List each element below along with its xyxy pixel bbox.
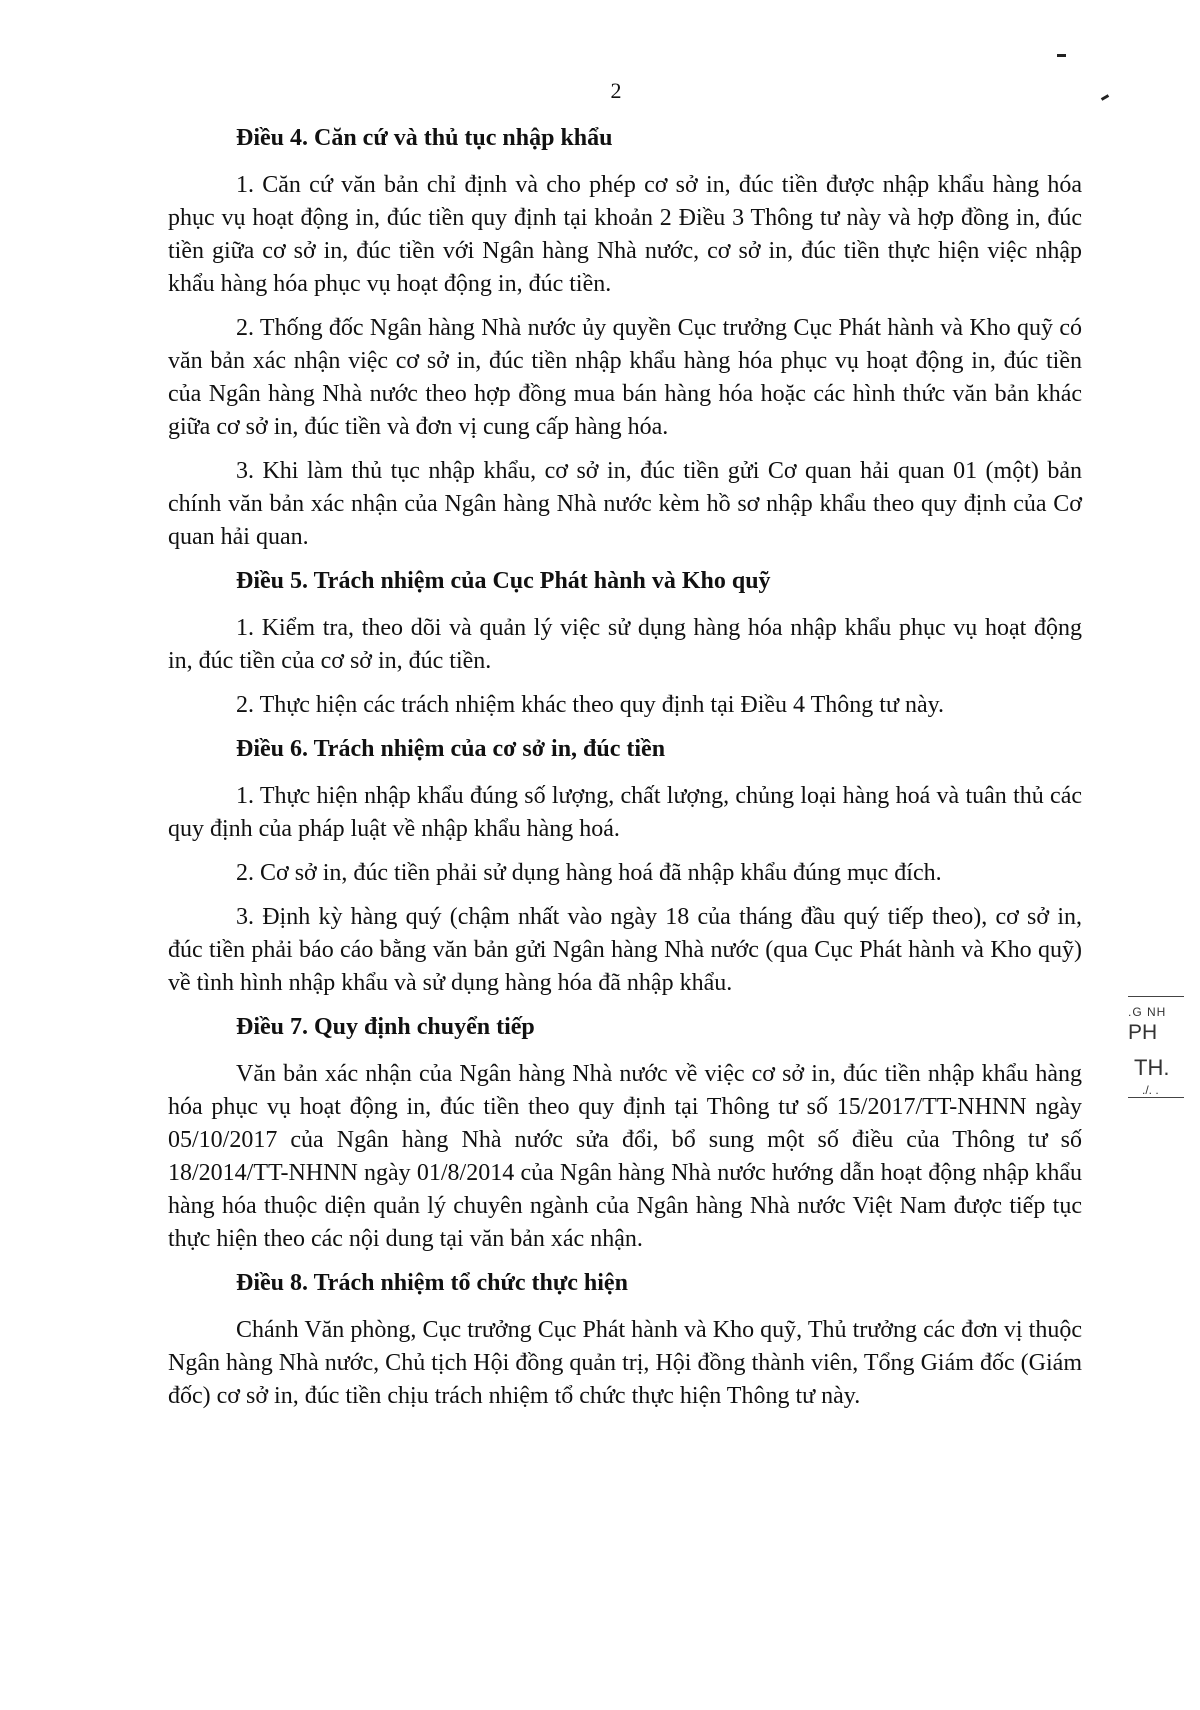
article-paragraph: 3. Định kỳ hàng quý (chậm nhất vào ngày 18 của tháng đầu quý tiếp theo), cơ sở in, đúc tiền phải báo cáo bằng văn bản gửi Ngân hàng Nhà nước (qua Cục Phát hành và Kho quỹ) về tình hình nhập khẩu và sử dụng hàng hóa đã nhập khẩu. [168,904,1082,996]
article-paragraph: 3. Khi làm thủ tục nhập khẩu, cơ sở in, đúc tiền gửi Cơ quan hải quan 01 (một) bản chính văn bản xác nhận của Ngân hàng Nhà nước kèm hồ sơ nhập khẩu theo quy định của Cơ quan hải quan. [168,458,1082,550]
stamp-rule [1128,1097,1184,1098]
margin-stamp [1128,996,1190,1098]
article-5 [168,565,1082,722]
article-paragraph: 2. Cơ sở in, đúc tiền phải sử dụng hàng hoá đã nhập khẩu đúng mục đích. [236,860,942,886]
page-number: 2 [610,78,622,103]
article-heading: Điều 6. Trách nhiệm của cơ sở in, đúc tiền [236,736,666,762]
article-paragraph: 1. Kiểm tra, theo dõi và quản lý việc sử dụng hàng hóa nhập khẩu phục vụ hoạt động in, đúc tiền của cơ sở in, đúc tiền. [168,615,1082,674]
article-heading: Điều 8. Trách nhiệm tổ chức thực hiện [236,1270,628,1296]
stamp-text: PH [1128,1021,1158,1044]
article-8 [168,1267,1082,1413]
article-7 [168,1011,1082,1256]
scan-mark [1057,54,1066,57]
stamp-text: .G NH [1128,1005,1167,1019]
article-paragraph: Văn bản xác nhận của Ngân hàng Nhà nước về việc cơ sở in, đúc tiền nhập khẩu hàng hóa phục vụ hoạt động in, đúc tiền theo quy định tại Thông tư số 15/2017/TT-NHNN ngày 05/10/2017 của Ngân hàng Nhà nước sửa đổi, bổ sung một số điều của Thông tư số 18/2014/TT-NHNN ngày 01/8/2014 của Ngân hàng Nhà nước hướng dẫn hoạt động nhập khẩu hàng hóa thuộc diện quản lý chuyên ngành của Ngân hàng Nhà nước Việt Nam được tiếp tục thực hiện theo các nội dung tại văn bản xác nhận. [168,1061,1082,1252]
article-paragraph: 1. Căn cứ văn bản chỉ định và cho phép cơ sở in, đúc tiền được nhập khẩu hàng hóa phục vụ hoạt động in, đúc tiền quy định tại khoản 2 Điều 3 Thông tư này và hợp đồng in, đúc tiền giữa cơ sở in, đúc tiền với Ngân hàng Nhà nước, cơ sở in, đúc tiền thực hiện việc nhập khẩu hàng hóa phục vụ hoạt động in, đúc tiền. [168,172,1082,297]
article-6 [168,733,1082,1000]
article-paragraph: 2. Thống đốc Ngân hàng Nhà nước ủy quyền Cục trưởng Cục Phát hành và Kho quỹ có văn bản xác nhận việc cơ sở in, đúc tiền nhập khẩu hàng hóa phục vụ hoạt động in, đúc tiền của Ngân hàng Nhà nước theo hợp đồng mua bán hàng hóa hoặc các hình thức văn bản khác giữa cơ sở in, đúc tiền và đơn vị cung cấp hàng hóa. [168,315,1082,440]
article-4 [168,122,1082,554]
article-paragraph: 1. Thực hiện nhập khẩu đúng số lượng, chất lượng, chủng loại hàng hoá và tuân thủ các quy định của pháp luật về nhập khẩu hàng hoá. [168,783,1082,842]
article-heading: Điều 4. Căn cứ và thủ tục nhập khẩu [236,125,613,151]
stamp-rule [1128,996,1184,997]
article-heading: Điều 5. Trách nhiệm của Cục Phát hành và Kho quỹ [236,568,771,594]
article-paragraph: 2. Thực hiện các trách nhiệm khác theo quy định tại Điều 4 Thông tư này. [236,692,945,718]
document-body [168,122,1082,1424]
stamp-text: TH. [1134,1055,1170,1080]
article-paragraph: Chánh Văn phòng, Cục trưởng Cục Phát hành và Kho quỹ, Thủ trưởng các đơn vị thuộc Ngân hàng Nhà nước, Chủ tịch Hội đồng quản trị, Hội đồng thành viên, Tổng Giám đốc (Giám đốc) cơ sở in, đúc tiền chịu trách nhiệm tổ chức thực hiện Thông tư này. [168,1317,1082,1409]
stamp-text: ./. . [1142,1083,1159,1097]
article-heading: Điều 7. Quy định chuyển tiếp [236,1014,535,1040]
